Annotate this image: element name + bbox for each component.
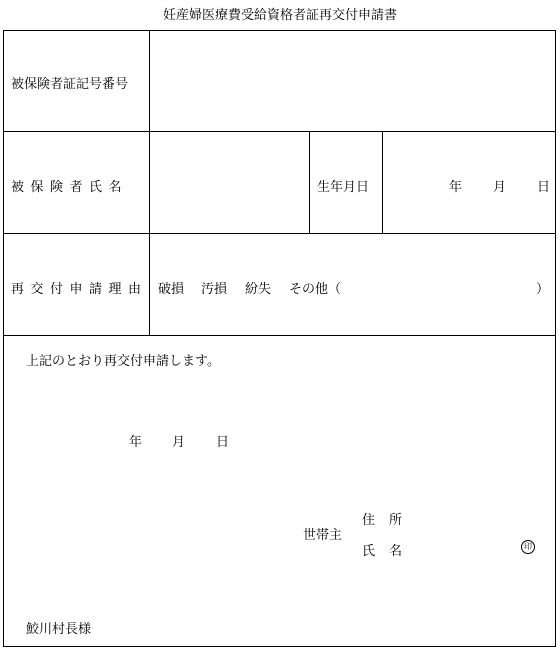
reissue-reason-label: 再交付申請理由: [11, 282, 148, 297]
householder-name-label: 氏名: [362, 544, 417, 559]
dob-cell-right-border: [382, 131, 383, 234]
insured-name-label: 被保険者氏名: [11, 180, 129, 195]
table-right-border: [555, 30, 556, 647]
dob-cell-left-border: [309, 131, 310, 234]
householder-label: 世帯主: [303, 528, 343, 543]
insured-name-field[interactable]: [152, 133, 307, 231]
date-of-birth-label: 生年月日: [317, 180, 370, 195]
table-left-border: [3, 30, 4, 647]
insurance-card-number-label: 被保険者証記号番号: [11, 77, 129, 92]
reason-other-close-paren: ）: [536, 282, 550, 297]
table-bottom-border: [3, 646, 556, 647]
row-divider: [3, 335, 556, 336]
row-divider: [3, 131, 556, 132]
dob-day-unit: 日: [537, 180, 551, 195]
row-divider: [3, 233, 556, 234]
application-date-year: 年: [129, 435, 143, 450]
reason-option-other[interactable]: その他（: [289, 282, 342, 297]
insurance-card-number-field[interactable]: [152, 32, 553, 129]
declaration-statement: 上記のとおり再交付申請します。: [26, 354, 220, 369]
addressee: 鮫川村長様: [26, 622, 92, 637]
form-title: 妊産婦医療費受給資格者証再交付申請書: [162, 8, 397, 23]
reason-option-soiled[interactable]: 汚損: [201, 282, 228, 297]
label-column-divider: [149, 30, 150, 336]
reason-option-damaged[interactable]: 破損: [158, 282, 185, 297]
table-top-border: [3, 30, 556, 31]
address-label: 住所: [362, 513, 417, 528]
application-date-day: 日: [216, 435, 230, 450]
seal-icon: 印: [521, 540, 535, 554]
dob-year-unit: 年: [449, 180, 463, 195]
reason-option-lost[interactable]: 紛失: [245, 282, 272, 297]
application-date-month: 月: [172, 435, 186, 450]
dob-month-unit: 月: [493, 180, 507, 195]
